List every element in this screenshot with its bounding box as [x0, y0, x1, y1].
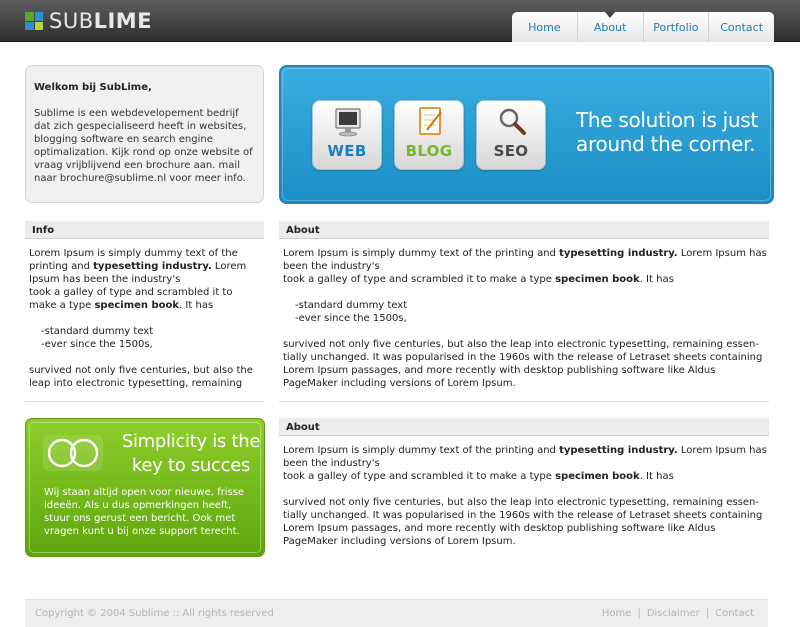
footer-separator: |	[705, 608, 710, 619]
footer-link-home[interactable]: Home	[601, 608, 632, 619]
monitor-icon	[333, 106, 363, 138]
nav-portfolio[interactable]: Portfolio	[644, 12, 710, 42]
co-logo-icon	[43, 435, 103, 471]
blog-tile[interactable]	[394, 100, 464, 170]
web-tile[interactable]	[312, 100, 382, 170]
footer-link-contact[interactable]: Contact	[715, 608, 754, 619]
welcome-title: Welkom bij SubLime,	[34, 82, 152, 93]
footer-links	[602, 608, 754, 619]
footer	[25, 599, 768, 627]
footer-link-disclaimer[interactable]: Disclaimer	[646, 608, 700, 619]
web-label: WEB	[327, 142, 367, 160]
info-divider	[25, 401, 264, 402]
simplicity-title: Simplicity is the key to succes	[121, 431, 261, 476]
info-heading: Info	[25, 221, 264, 239]
logo[interactable]	[25, 11, 152, 31]
about-divider	[279, 401, 769, 402]
logo-text: SUBLIME	[49, 9, 153, 33]
services-banner	[279, 65, 774, 204]
seo-tile[interactable]	[476, 100, 546, 170]
seo-label: SEO	[493, 142, 529, 160]
logo-squares-icon	[25, 12, 43, 30]
notepad-icon	[415, 106, 445, 138]
header-bar	[0, 0, 800, 42]
nav-contact[interactable]: Contact	[720, 20, 764, 34]
main-nav	[512, 12, 774, 42]
about-text-2: Lorem Ipsum is simply dummy text of the printing and typesetting industry. Lorem Ipsum has been the industry's took a galley of type and scrambled it to make a type specimen book. It has survived not only five centuries, but also the leap into electronic typesetting, remaining essen-tially unchanged. It was popularised in the 1960s with the release of Letraset sheets containing Lorem Ipsum passages, and more recently with desktop publishing software like Aldus PageMaker including versions of Lorem Ipsum.	[283, 445, 767, 547]
info-text: Lorem Ipsum is simply dummy text of the printing and typesetting industry. Lorem Ipsum has been the industry's took a galley of type and scrambled it to make a type specimen book. It has -standard dummy text -ever since the 1500s, survived not only five centuries, but also the leap into electronic typesetting, remaining	[29, 248, 253, 389]
blog-label: BLOG	[405, 142, 453, 160]
about-text: Lorem Ipsum is simply dummy text of the printing and typesetting industry. Lorem Ipsum has been the industry's took a galley of type and scrambled it to make a type specimen book. It has -standard dummy text -ever since the 1500s, survived not only five centuries, but also the leap into electronic typesetting, remaining essen-tially unchanged. It was popularised in the 1960s with the release of Letraset sheets containing Lorem Ipsum passages, and more recently with desktop publishing software like Aldus PageMaker including versions of Lorem Ipsum.	[283, 248, 767, 389]
simplicity-text: Wij staan altijd open voor nieuwe, frisse ideeën. Als u dus opmerkingen heeft, stuur ons gerust een bericht. Ook met vragen kunt u bij onze support terecht.	[44, 487, 245, 537]
simplicity-box	[25, 418, 265, 557]
footer-separator: |	[637, 608, 641, 619]
nav-about[interactable]: About	[578, 12, 644, 42]
about-heading-2: About	[279, 418, 769, 436]
nav-home[interactable]: Home	[512, 12, 578, 42]
welcome-box	[25, 65, 264, 203]
magnifier-icon	[497, 106, 529, 138]
copyright-text: Copyright © 2004 Sublime :: All rights reserved	[35, 608, 274, 619]
welcome-text: Sublime is een webdevelopement bedrijf dat zich gespecialiseerd heeft in websites, blogging software en search engine optimalization. Kijk rond op onze website of vraag vrijblijvend een brochure aan. mail naar brochure@sublime.nl voor meer info.	[34, 108, 253, 184]
banner-tagline: The solution is just around the corner.	[576, 108, 758, 156]
about-heading: About	[279, 221, 769, 239]
